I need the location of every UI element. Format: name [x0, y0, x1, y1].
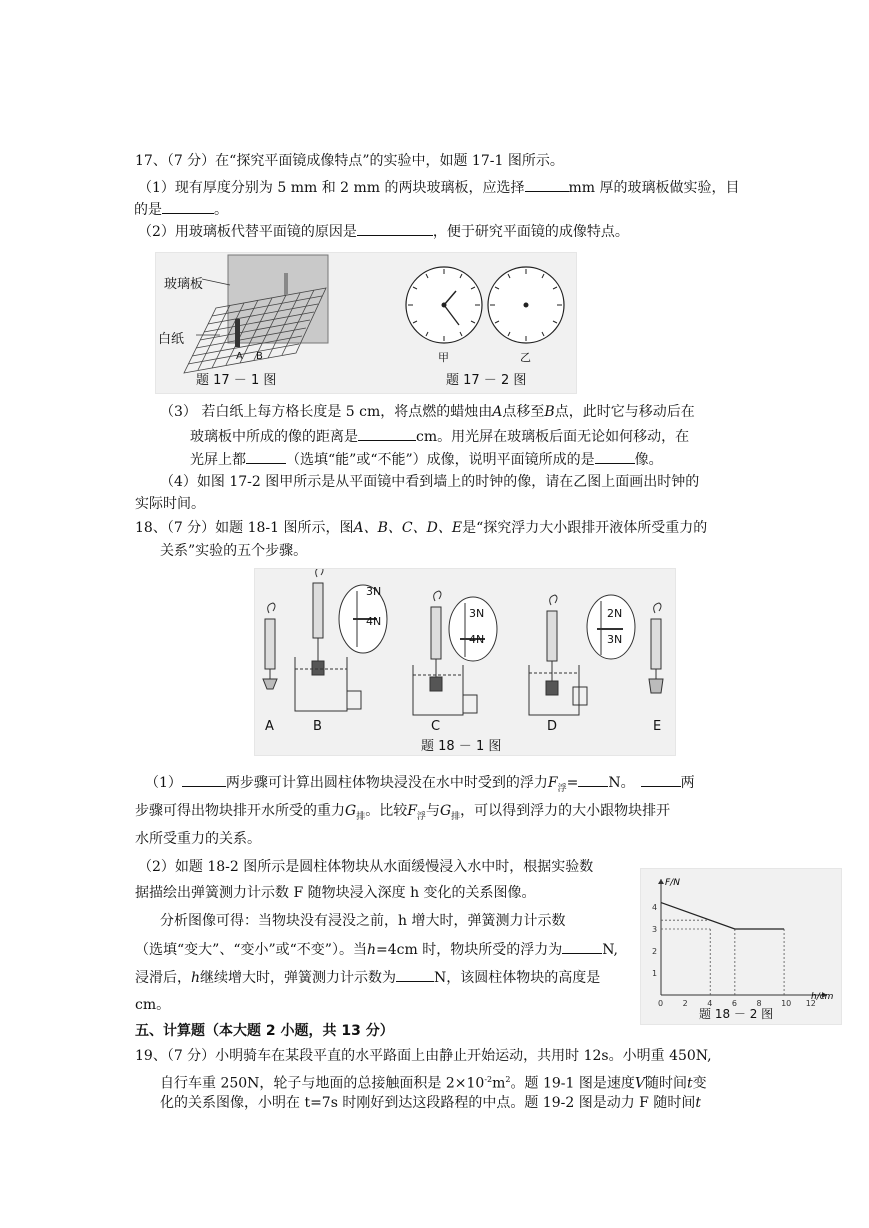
label-jia: 甲 [438, 351, 449, 364]
q18-part2-line4 [135, 939, 618, 960]
q18-p1c: = [566, 775, 579, 791]
q17-p3a-end: 点，此时它与移动后在 [554, 404, 695, 420]
q17-p3a-A: A [492, 404, 503, 420]
q17-part1-line1 [138, 177, 740, 198]
q18-part1-line3: 水所受重力的关系。 [135, 831, 261, 847]
q18-p2G2sub: 排 [451, 811, 461, 822]
q19-line1: 19、（7 分）小明骑车在某段平直的水平路面上由静止开始运动，共用时 12s。小明重 450N, [135, 1048, 712, 1064]
q19-l2e: 变 [692, 1075, 707, 1092]
x-axis-label: h/cm [811, 992, 834, 1002]
q18-p2b: 。比较 [365, 803, 408, 819]
figure-17 [155, 252, 577, 394]
x-tick-label: 6 [731, 999, 737, 1008]
x-tick-label: 0 [658, 999, 664, 1008]
spring-scale-c-icon [413, 591, 497, 715]
answer-blank[interactable] [357, 221, 433, 236]
q17-p3b: 玻璃板中所成的像的距离是 [190, 429, 358, 445]
q17-p3a: （3） 若白纸上每方格长度是 5 cm，将点燃的蜡烛由 [160, 404, 493, 420]
q19-l3a: 化的关系图像，小明在 t=7s 时刚好到达这段路程的中点。题 19-2 图是动力 F 随时间 [160, 1095, 696, 1111]
label-B: B [313, 719, 322, 734]
q17-part3-line1 [160, 402, 695, 422]
figure-18-2 [640, 868, 842, 1025]
q19-l2V: V [634, 1075, 645, 1092]
q17-p2b: ，便于研究平面镜的成像特点。 [432, 224, 629, 240]
answer-blank[interactable] [578, 772, 608, 787]
q17-p3e: （选填“能”或“不能”）成像，说明平面镜所成的是 [286, 452, 595, 468]
q18-p7a: （选填“变大”、“变小”或“不变”）。当 [135, 942, 367, 958]
x-tick-label: 8 [756, 999, 762, 1008]
chart-f-vs-h [641, 869, 841, 1024]
q17-p1b: mm 厚的玻璃板做实验，目 [568, 180, 740, 196]
q18-part2-line3: 分析图像可得：当物块没有浸没之前，h 增大时，弹簧测力计示数 [160, 913, 566, 929]
q17-title: 17、（7 分）在“探究平面镜成像特点”的实验中，如题 17-1 图所示。 [135, 153, 564, 169]
q19-l2sup: -2 [484, 1075, 493, 1084]
q19-l2t: t [686, 1075, 693, 1092]
q18-p8b: 继续增大时，弹簧测力计示数为 [200, 970, 397, 986]
answer-blank[interactable] [396, 967, 434, 982]
q17-p3c: cm。用光屏在玻璃板后面无论如何移动，在 [416, 429, 690, 445]
q18-p2c: 与 [425, 803, 440, 819]
x-tick-label: 4 [707, 999, 713, 1008]
y-axis-arrow-icon [658, 879, 664, 884]
q18-p8c: N，该圆柱体物块的高度是 [434, 970, 601, 986]
answer-blank[interactable] [182, 772, 226, 787]
c-reading-bottom: 4N [469, 633, 485, 646]
q18-title-line1 [135, 518, 707, 538]
label-b: B [256, 351, 263, 362]
y-tick-label: 3 [652, 925, 658, 934]
q17-p1c: 的是 [134, 202, 162, 218]
figure-18-1 [254, 568, 676, 756]
label-D: D [547, 719, 558, 734]
label-yi: 乙 [520, 351, 531, 364]
q18-p1b: 两步骤可计算出圆柱体物块浸没在水中时受到的浮力 [225, 775, 548, 791]
q17-p1d: 。 [214, 202, 228, 218]
caption-18-1: 题 18 － 1 图 [421, 739, 502, 754]
q18-part1-line1 [145, 772, 695, 799]
q18-title-a: 18、（7 分）如题 18-1 图所示，图 [135, 520, 354, 536]
q18-p2d: ，可以得到浮力的大小跟物块排开 [460, 803, 671, 819]
q17-p3a-mid: 点移至 [502, 404, 545, 420]
y-tick-label: 2 [652, 947, 658, 956]
q18-p1e: 两 [680, 775, 695, 791]
q18-title-line2: 关系”实验的五个步骤。 [160, 543, 308, 559]
q18-p1Fsub: 浮 [557, 783, 567, 794]
q18-p1a: （1） [145, 775, 182, 791]
b-reading-bottom: 4N [366, 615, 382, 628]
section5-heading: 五、计算题（本大题 2 小题，共 13 分） [135, 1023, 394, 1039]
label-a: A [236, 351, 243, 362]
answer-blank[interactable] [358, 426, 416, 441]
q18-p2G: G [345, 803, 357, 819]
answer-blank[interactable] [525, 177, 569, 192]
q18-part1-line2 [135, 801, 670, 827]
q17-p1a: （1）现有厚度分别为 5 mm 和 2 mm 的两块玻璃板，应选择 [138, 180, 525, 196]
clock-yi-icon [488, 267, 564, 343]
q17-part3-line3 [190, 449, 663, 470]
y-tick-label: 4 [652, 903, 658, 912]
answer-blank[interactable] [162, 199, 214, 214]
q18-p2a: 步骤可得出物块排开水所受的重力 [135, 803, 345, 819]
q18-p2Gsub: 排 [356, 811, 366, 822]
x-tick-label: 10 [781, 999, 792, 1008]
q18-part2-line6: cm。 [135, 997, 171, 1013]
q19-l2d: 随时间 [644, 1075, 687, 1092]
q19-l2c: 。题 19-1 图是速度 [510, 1075, 635, 1092]
q18-p1d: N。 [608, 775, 635, 791]
q18-p2G2: G [439, 803, 452, 819]
spring-scale-e-icon [649, 603, 663, 693]
q18-title-letters: A、B、C、D、E [353, 520, 463, 536]
answer-blank[interactable] [595, 449, 635, 464]
q18-p2F: F [407, 803, 417, 819]
q19-l2sup2: 2 [505, 1075, 511, 1084]
answer-blank[interactable] [246, 449, 286, 464]
series-line [661, 903, 784, 929]
q18-part2-line2: 据描绘出弹簧测力计示数 F 随物块浸入深度 h 变化的关系图像。 [135, 885, 536, 901]
q19-l3t: t [695, 1095, 701, 1111]
q17-p3f: 像。 [634, 452, 663, 468]
q17-part2 [138, 221, 629, 242]
answer-blank[interactable] [562, 939, 602, 954]
b-reading-top: 3N [366, 585, 382, 598]
y-tick-label: 1 [652, 969, 658, 978]
y-axis-label: F/N [665, 878, 680, 888]
label-A: A [265, 719, 274, 734]
q18-p8a: 浸滑后， [135, 970, 191, 986]
q19-l2b: m [492, 1075, 506, 1092]
q17-p3d: 光屏上都 [190, 452, 246, 468]
q18-p8h: h [191, 970, 201, 986]
q18-p7c: N, [602, 942, 619, 958]
q17-part4-line2: 实际时间。 [135, 496, 205, 512]
answer-blank[interactable] [641, 772, 681, 787]
q17-part3-line2 [190, 426, 689, 447]
x-tick-label: 12 [805, 999, 816, 1008]
label-E: E [653, 719, 662, 734]
q17-p3a-B: B [544, 404, 555, 420]
d-reading-top: 2N [607, 607, 623, 620]
caption-17-2: 题 17 － 2 图 [446, 373, 527, 388]
q19-l2a: 自行车重 250N，轮子与地面的总接触面积是 2×10 [160, 1075, 485, 1092]
q19-line2 [160, 1070, 707, 1094]
d-reading-bottom: 3N [607, 633, 623, 646]
candle-image-icon [284, 273, 288, 295]
q17-p2a: （2）用玻璃板代替平面镜的原因是 [138, 224, 357, 240]
q18-title-b: 是“探究浮力大小跟排开液体所受重力的 [462, 520, 708, 536]
q18-p7h: h [366, 942, 376, 958]
label-C: C [431, 719, 441, 734]
spring-scale-a-icon [263, 603, 277, 689]
q18-part2-line5 [135, 967, 600, 988]
label-paper: 白纸 [158, 332, 185, 347]
q17-part4-line1: （4）如图 17-2 图甲所示是从平面镜中看到墙上的时钟的像，请在乙图上面画出时钟的 [160, 474, 700, 490]
x-tick-label: 2 [682, 999, 688, 1008]
q18-p1F: F [547, 775, 558, 791]
candle-icon [235, 319, 240, 347]
q18-p7b: =4cm 时，物块所受的浮力为 [375, 942, 563, 958]
q18-part2-line1: （2）如题 18-2 图所示是圆柱体物块从水面缓慢浸入水中时，根据实验数 [138, 859, 594, 875]
clock-jia-icon [406, 267, 482, 343]
c-reading-top: 3N [469, 607, 485, 620]
q18-p2Fsub: 浮 [416, 811, 426, 822]
caption-17-1: 题 17 － 1 图 [196, 373, 277, 388]
q19-line3 [160, 1093, 701, 1113]
caption-18-2: 题 18 － 2 图 [699, 1007, 774, 1021]
label-glass: 玻璃板 [164, 277, 204, 292]
q17-part1-line2 [134, 199, 228, 220]
